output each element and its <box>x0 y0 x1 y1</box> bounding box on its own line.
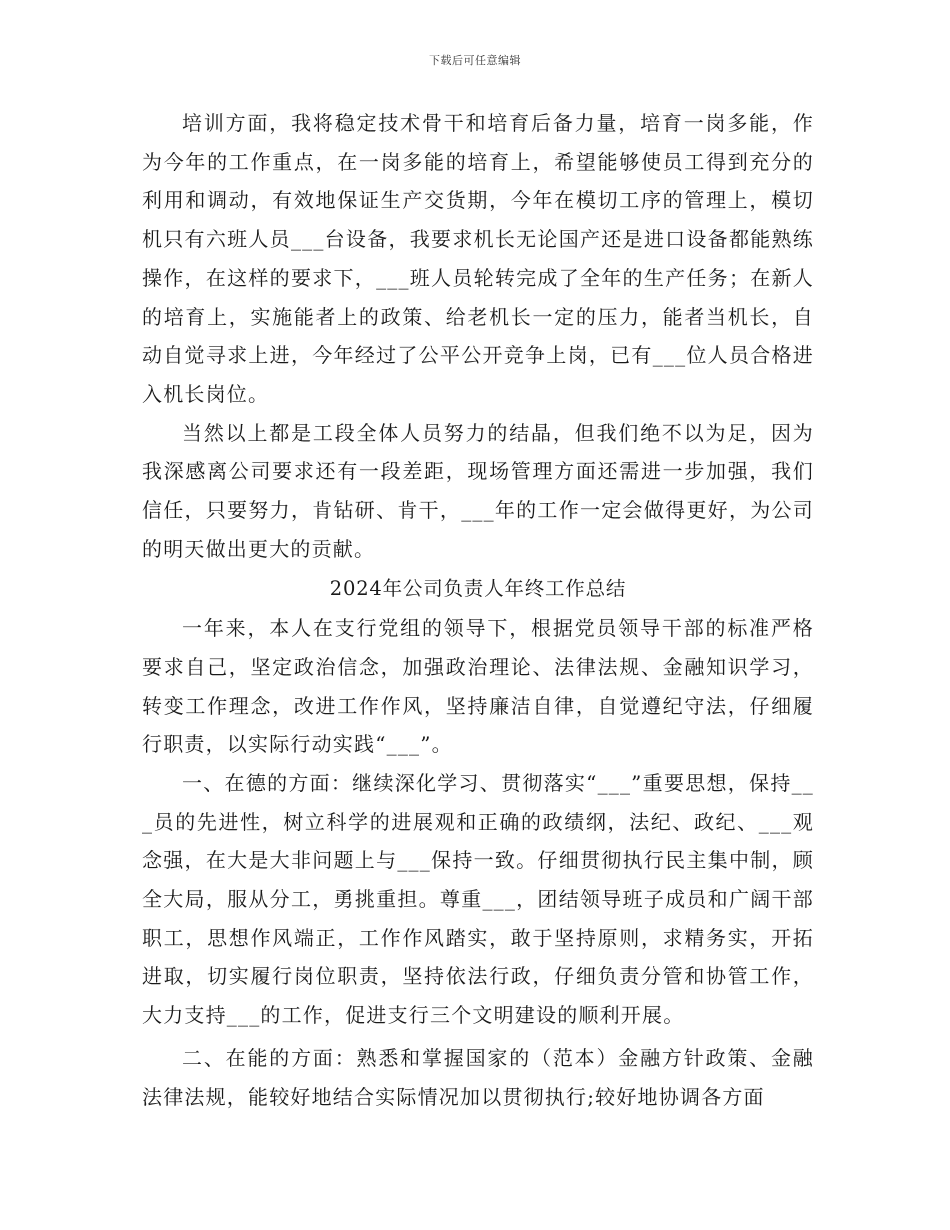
paragraph-conclusion: 当然以上都是工段全体人员努力的结晶，但我们绝不以为足，因为我深感离公司要求还有一段差距，现场管理方面还需进一步加强，我们信任，只要努力，肯钻研、肯干，___年的工作一定会做得更好，为公司的明天做出更大的贡献。 <box>142 420 814 561</box>
page-header-note: 下载后可任意编辑 <box>429 54 521 67</box>
paragraph-morality: 一、在德的方面：继续深化学习、贯彻落实“___”重要思想，保持___员的先进性，树立科学的进展观和正确的政绩纲，法纪、政纪、___观念强，在大是大非问题上与___保持一致。仔细贯彻执行民主集中制，顾全大局，服从分工，勇挑重担。尊重___，团结领导班子成员和广阔干部职工，思想作风端正，工作作风踏实，敢于坚持原则，求精务实，开拓进取，切实履行岗位职责，坚持依法行政，仔细负责分管和协管工作，大力支持___的工作，促进支行三个文明建设的顺利开展。 <box>142 770 814 1028</box>
paragraph-training: 培训方面，我将稳定技术骨干和培育后备力量，培育一岗多能，作为今年的工作重点，在一岗多能的培育上，希望能够使员工得到充分的利用和调动，有效地保证生产交货期，今年在模切工序的管理上，模切机只有六班人员___台设备，我要求机长无论国产还是进口设备都能熟练操作，在这样的要求下，___班人员轮转完成了全年的生产任务；在新人的培育上，实施能者上的政策、给老机长一定的压力，能者当机长，自动自觉寻求上进，今年经过了公平公开竞争上岗，已有___位人员合格进入机长岗位。 <box>142 111 814 406</box>
paragraph-ability: 二、在能的方面：熟悉和掌握国家的（范本）金融方针政策、金融法律法规，能较好地结合实际情况加以贯彻执行;较好地协调各方面 <box>142 1045 814 1109</box>
section-title: 2024年公司负责人年终工作总结 <box>329 577 627 601</box>
document-body <box>142 104 814 1116</box>
paragraph-intro: 一年来，本人在支行党组的领导下，根据党员领导干部的标准严格要求自己，坚定政治信念，加强政治理论、法律法规、金融知识学习，转变工作理念，改进工作作风，坚持廉洁自律，自觉遵纪守法，仔细履行职责，以实际行动实践“___”。 <box>142 616 814 757</box>
